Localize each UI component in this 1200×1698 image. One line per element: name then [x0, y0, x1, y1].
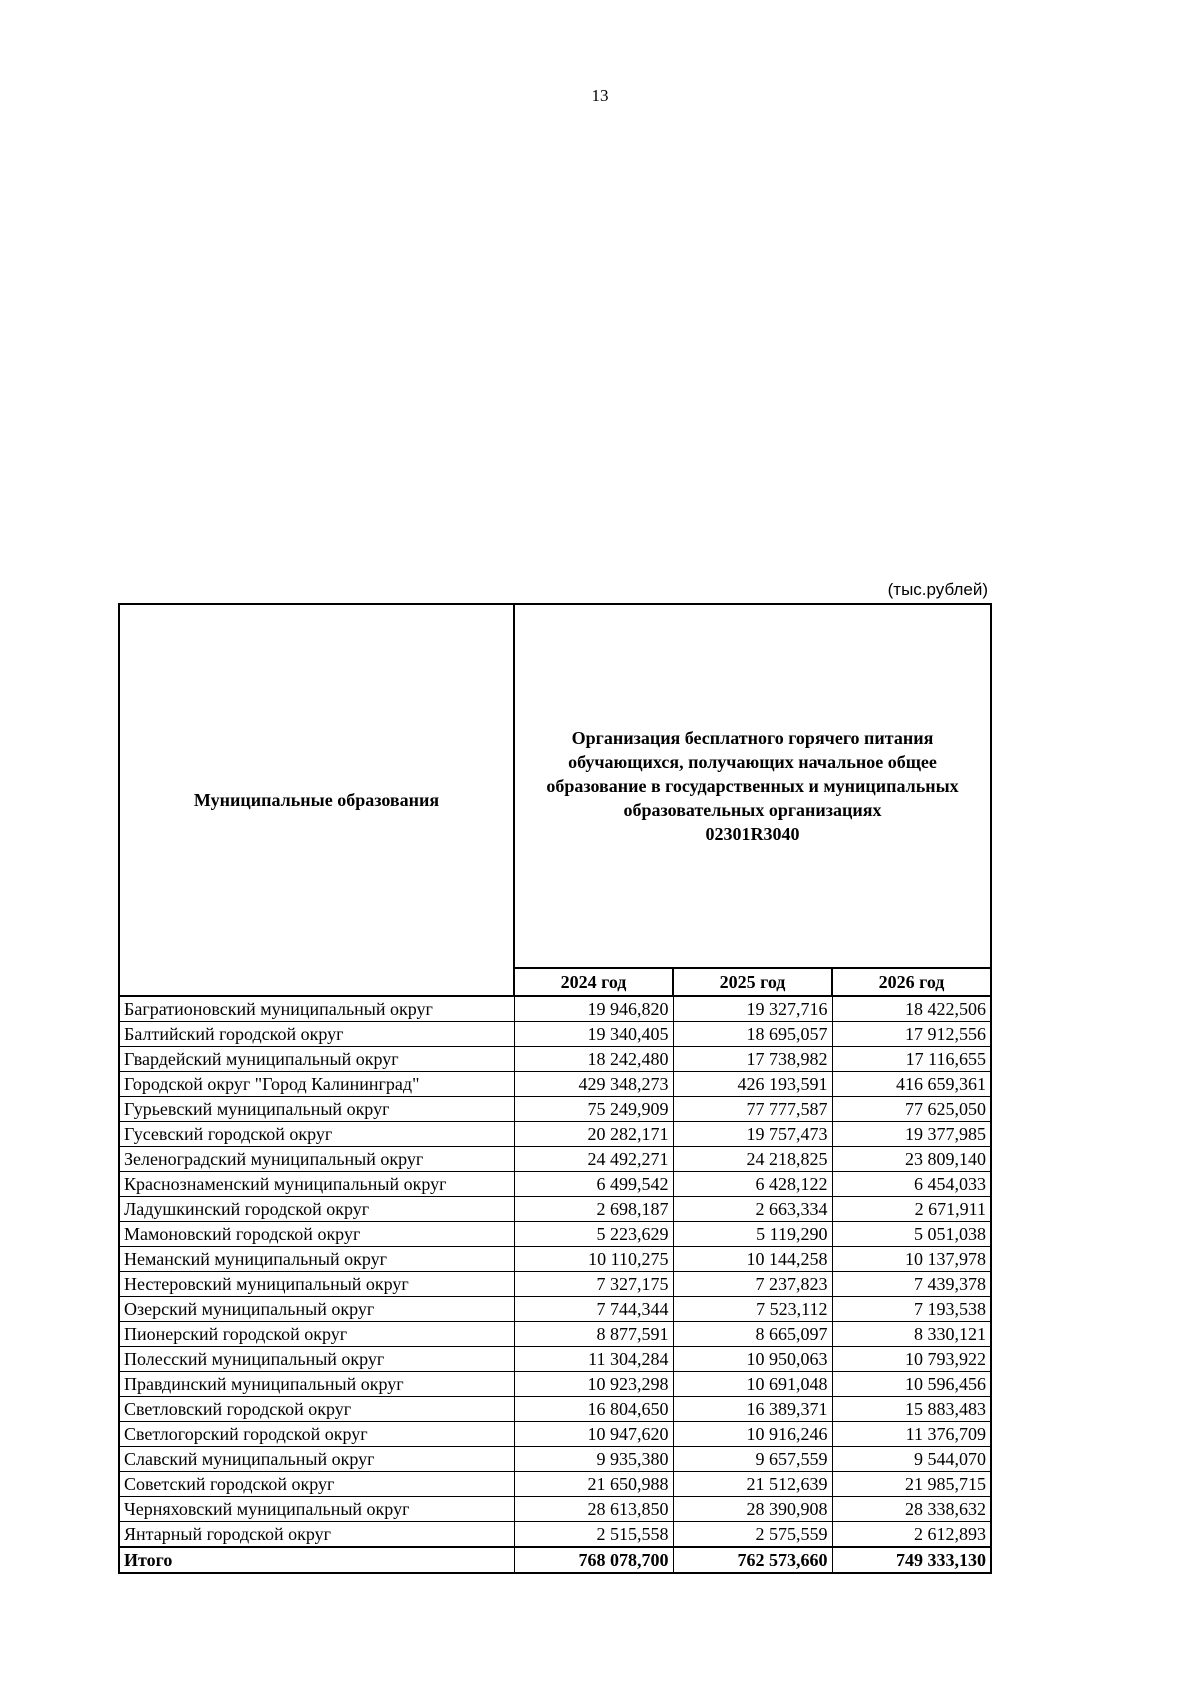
value-2024: 768 078,700	[514, 1547, 673, 1573]
value-2026: 5 051,038	[832, 1222, 991, 1247]
value-2024: 10 947,620	[514, 1422, 673, 1447]
municipality-name: Балтийский городской округ	[119, 1022, 514, 1047]
page-number: 13	[591, 86, 609, 105]
value-2025: 8 665,097	[673, 1322, 832, 1347]
value-2025: 2 575,559	[673, 1522, 832, 1548]
table-row	[119, 1472, 991, 1497]
header-year-2024: 2024 год	[514, 968, 673, 996]
value-2024: 7 744,344	[514, 1297, 673, 1322]
municipality-name: Черняховский муниципальный округ	[119, 1497, 514, 1522]
table-row	[119, 996, 991, 1022]
value-2026: 15 883,483	[832, 1397, 991, 1422]
value-2025: 10 916,246	[673, 1422, 832, 1447]
value-2026: 17 116,655	[832, 1047, 991, 1072]
value-2024: 2 698,187	[514, 1197, 673, 1222]
value-2025: 7 237,823	[673, 1272, 832, 1297]
value-2025: 77 777,587	[673, 1097, 832, 1122]
municipality-name: Итого	[119, 1547, 514, 1573]
value-2026: 749 333,130	[832, 1547, 991, 1573]
value-2024: 6 499,542	[514, 1172, 673, 1197]
municipality-name: Зеленоградский муниципальный округ	[119, 1147, 514, 1172]
municipality-name: Нестеровский муниципальный округ	[119, 1272, 514, 1297]
table-row	[119, 1122, 991, 1147]
table-row	[119, 1297, 991, 1322]
total-row	[119, 1547, 991, 1573]
header-year-2026: 2026 год	[832, 968, 991, 996]
municipality-name: Мамоновский городской округ	[119, 1222, 514, 1247]
municipality-name: Неманский муниципальный округ	[119, 1247, 514, 1272]
value-2026: 21 985,715	[832, 1472, 991, 1497]
value-2026: 416 659,361	[832, 1072, 991, 1097]
value-2026: 9 544,070	[832, 1447, 991, 1472]
value-2024: 5 223,629	[514, 1222, 673, 1247]
table-row	[119, 1422, 991, 1447]
value-2024: 75 249,909	[514, 1097, 673, 1122]
table-row	[119, 1072, 991, 1097]
header-title	[514, 604, 991, 968]
header-title-code: 02301R3040	[705, 824, 800, 844]
header-title-line: образовательных организациях	[623, 800, 882, 820]
header-title-line: обучающихся, получающих начальное общее	[568, 752, 937, 772]
table-row	[119, 1497, 991, 1522]
value-2025: 2 663,334	[673, 1197, 832, 1222]
municipality-name: Городской округ "Город Калининград"	[119, 1072, 514, 1097]
value-2024: 10 110,275	[514, 1247, 673, 1272]
municipality-name: Озерский муниципальный округ	[119, 1297, 514, 1322]
value-2025: 10 691,048	[673, 1372, 832, 1397]
budget-table	[118, 603, 992, 1574]
value-2026: 10 137,978	[832, 1247, 991, 1272]
municipality-name: Славский муниципальный округ	[119, 1447, 514, 1472]
value-2024: 19 340,405	[514, 1022, 673, 1047]
value-2024: 21 650,988	[514, 1472, 673, 1497]
table-row	[119, 1197, 991, 1222]
table-row	[119, 1247, 991, 1272]
value-2026: 7 439,378	[832, 1272, 991, 1297]
value-2026: 23 809,140	[832, 1147, 991, 1172]
value-2026: 18 422,506	[832, 996, 991, 1022]
value-2024: 16 804,650	[514, 1397, 673, 1422]
table-row	[119, 1522, 991, 1548]
table-row	[119, 1172, 991, 1197]
value-2024: 10 923,298	[514, 1372, 673, 1397]
municipality-name: Правдинский муниципальный округ	[119, 1372, 514, 1397]
municipality-name: Гурьевский муниципальный округ	[119, 1097, 514, 1122]
value-2024: 18 242,480	[514, 1047, 673, 1072]
header-municipality: Муниципальные образования	[119, 604, 514, 996]
table-row	[119, 1347, 991, 1372]
value-2024: 28 613,850	[514, 1497, 673, 1522]
value-2025: 18 695,057	[673, 1022, 832, 1047]
table-row	[119, 1272, 991, 1297]
table-row	[119, 1372, 991, 1397]
units-label: (тыс.рублей)	[887, 580, 988, 599]
value-2025: 762 573,660	[673, 1547, 832, 1573]
header-title-line: Организация бесплатного горячего питания	[571, 728, 934, 748]
table-body	[119, 996, 991, 1573]
value-2024: 24 492,271	[514, 1147, 673, 1172]
value-2026: 77 625,050	[832, 1097, 991, 1122]
value-2026: 11 376,709	[832, 1422, 991, 1447]
value-2026: 7 193,538	[832, 1297, 991, 1322]
value-2026: 8 330,121	[832, 1322, 991, 1347]
value-2025: 10 950,063	[673, 1347, 832, 1372]
value-2024: 11 304,284	[514, 1347, 673, 1372]
value-2024: 7 327,175	[514, 1272, 673, 1297]
value-2026: 17 912,556	[832, 1022, 991, 1047]
header-title-line: образование в государственных и муниципальных	[546, 776, 959, 796]
value-2025: 19 757,473	[673, 1122, 832, 1147]
value-2025: 5 119,290	[673, 1222, 832, 1247]
value-2025: 426 193,591	[673, 1072, 832, 1097]
value-2025: 17 738,982	[673, 1047, 832, 1072]
value-2025: 16 389,371	[673, 1397, 832, 1422]
value-2025: 7 523,112	[673, 1297, 832, 1322]
value-2024: 2 515,558	[514, 1522, 673, 1548]
municipality-name: Пионерский городской округ	[119, 1322, 514, 1347]
municipality-name: Багратионовский муниципальный округ	[119, 996, 514, 1022]
value-2025: 9 657,559	[673, 1447, 832, 1472]
value-2025: 10 144,258	[673, 1247, 832, 1272]
municipality-name: Ладушкинский городской округ	[119, 1197, 514, 1222]
municipality-name: Полесский муниципальный округ	[119, 1347, 514, 1372]
municipality-name: Гвардейский муниципальный округ	[119, 1047, 514, 1072]
value-2024: 9 935,380	[514, 1447, 673, 1472]
value-2025: 24 218,825	[673, 1147, 832, 1172]
value-2024: 20 282,171	[514, 1122, 673, 1147]
value-2025: 28 390,908	[673, 1497, 832, 1522]
value-2026: 10 596,456	[832, 1372, 991, 1397]
value-2026: 2 612,893	[832, 1522, 991, 1548]
municipality-name: Светловский городской округ	[119, 1397, 514, 1422]
value-2025: 21 512,639	[673, 1472, 832, 1497]
value-2026: 10 793,922	[832, 1347, 991, 1372]
municipality-name: Краснознаменский муниципальный округ	[119, 1172, 514, 1197]
value-2025: 19 327,716	[673, 996, 832, 1022]
value-2026: 6 454,033	[832, 1172, 991, 1197]
value-2025: 6 428,122	[673, 1172, 832, 1197]
municipality-name: Янтарный городской округ	[119, 1522, 514, 1548]
municipality-name: Советский городской округ	[119, 1472, 514, 1497]
table-row	[119, 1322, 991, 1347]
municipality-name: Гусевский городской округ	[119, 1122, 514, 1147]
municipality-name: Светлогорский городской округ	[119, 1422, 514, 1447]
table-row	[119, 1147, 991, 1172]
table-row	[119, 1397, 991, 1422]
header-year-2025: 2025 год	[673, 968, 832, 996]
table-row	[119, 1047, 991, 1072]
table-header-row	[119, 604, 991, 968]
value-2024: 8 877,591	[514, 1322, 673, 1347]
table-row	[119, 1097, 991, 1122]
table-row	[119, 1222, 991, 1247]
value-2026: 19 377,985	[832, 1122, 991, 1147]
value-2026: 2 671,911	[832, 1197, 991, 1222]
value-2026: 28 338,632	[832, 1497, 991, 1522]
table-row	[119, 1447, 991, 1472]
value-2024: 19 946,820	[514, 996, 673, 1022]
value-2024: 429 348,273	[514, 1072, 673, 1097]
table-row	[119, 1022, 991, 1047]
